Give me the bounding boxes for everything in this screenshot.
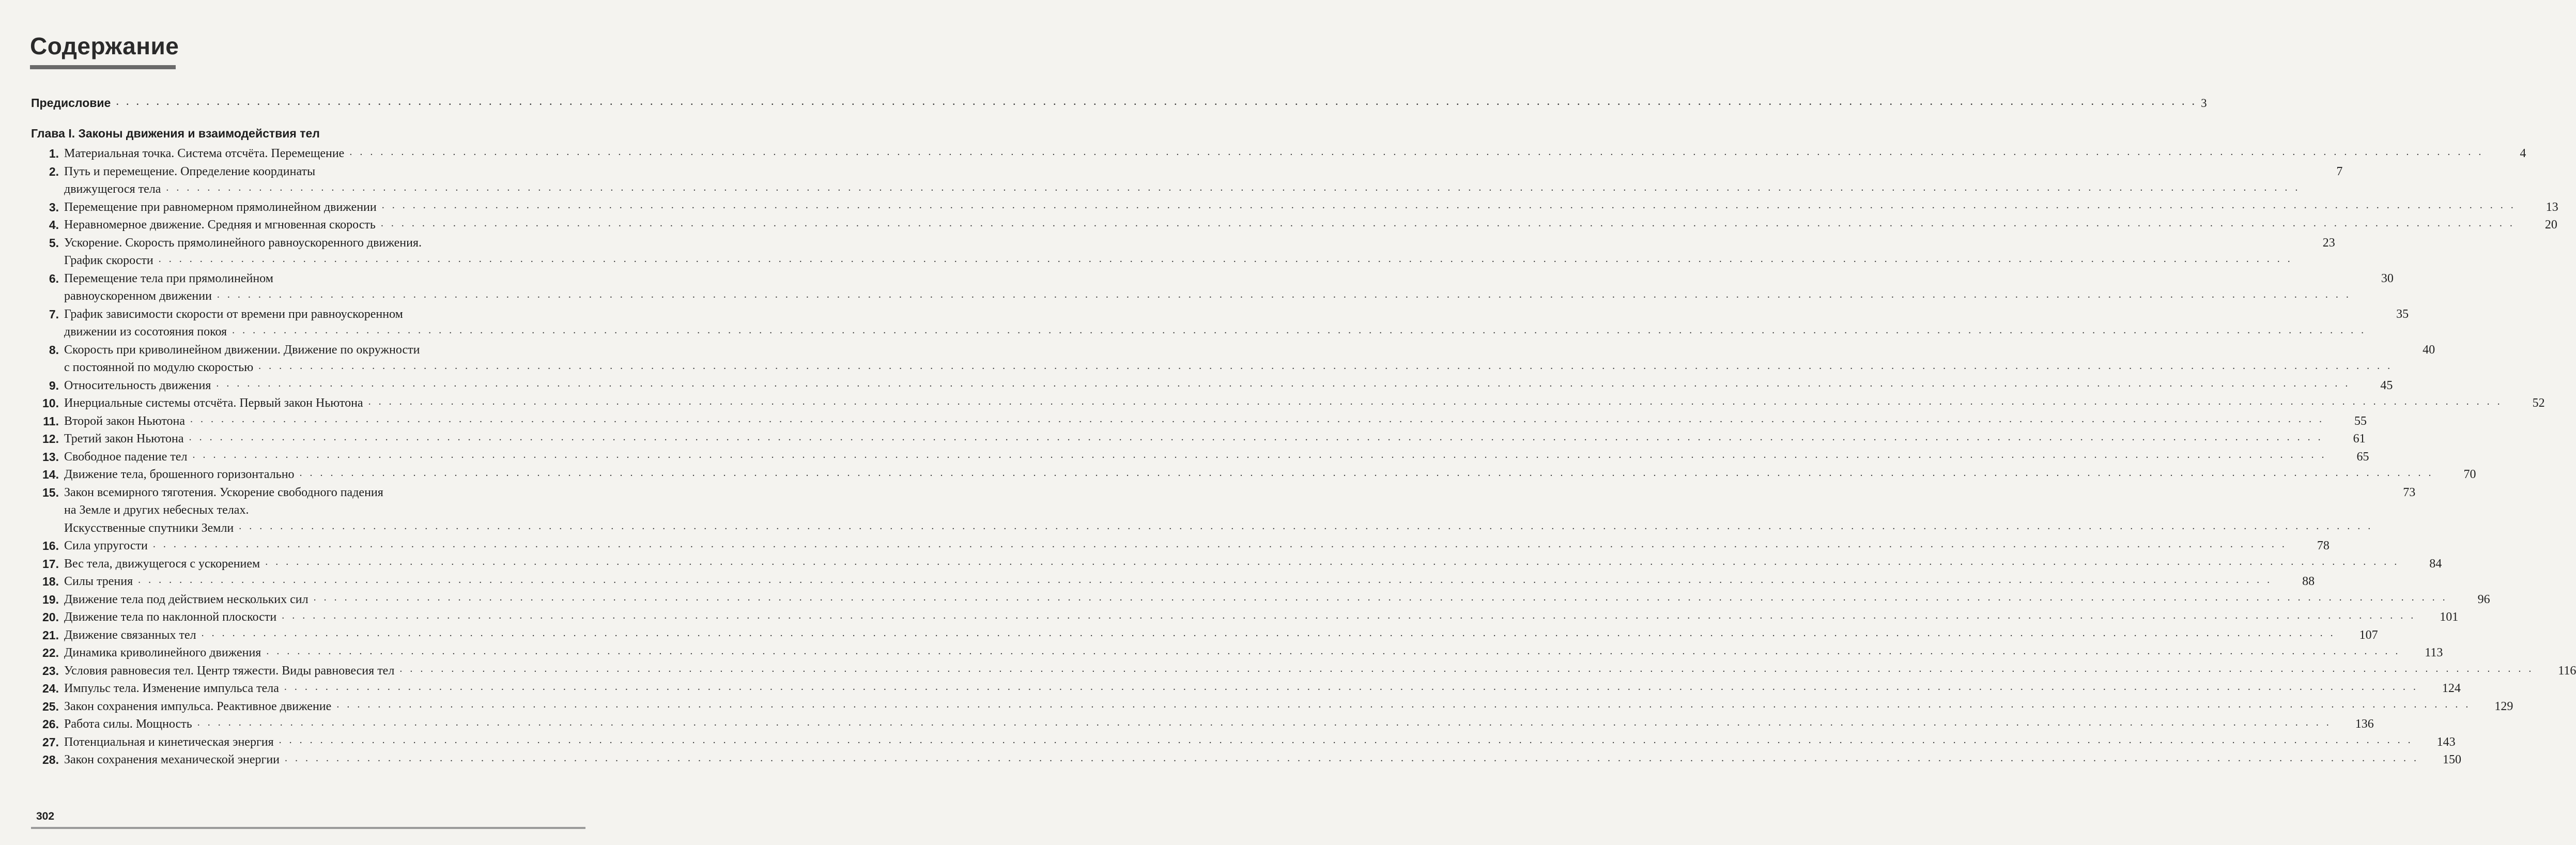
- dot-leader: [382, 199, 2516, 211]
- section-page: 73: [2403, 485, 2416, 499]
- section-title-line: Закон сохранения импульса. Реактивное движение: [64, 699, 332, 713]
- title-underline: [30, 65, 176, 69]
- dot-leader: [166, 182, 2300, 194]
- toc-entry[interactable]: [37, 448, 2369, 466]
- section-number: 28.: [42, 753, 59, 766]
- toc-entry[interactable]: [37, 163, 2343, 198]
- dot-leader: [153, 539, 2287, 550]
- preface-page: 3: [2201, 97, 2207, 110]
- section-page: 136: [2355, 717, 2374, 731]
- footer-rule: [31, 827, 585, 829]
- section-page: 40: [2423, 343, 2435, 357]
- section-number: 3.: [49, 200, 59, 214]
- toc-entry[interactable]: [37, 377, 2393, 395]
- page-title: Содержание: [30, 33, 179, 59]
- section-number: 8.: [49, 343, 59, 357]
- toc-entry[interactable]: [37, 466, 2476, 484]
- section-page: 45: [2380, 378, 2393, 392]
- section-number: 14.: [42, 468, 59, 481]
- section-number: 13.: [42, 450, 59, 464]
- toc-entry[interactable]: [37, 341, 2435, 377]
- toc-entry[interactable]: [37, 234, 2335, 270]
- section-page: 30: [2381, 271, 2394, 285]
- section-number: 5.: [49, 236, 59, 250]
- section-number: 15.: [42, 485, 59, 499]
- section-title-line: Перемещение при равномерном прямолинейном движении: [64, 200, 377, 214]
- chapter-heading: Глава I. Законы движения и взаимодействия тел: [31, 127, 320, 140]
- section-page: 61: [2353, 432, 2366, 445]
- section-title-line: Закон сохранения механической энергии: [64, 753, 280, 766]
- section-title-line: Неравномерное движение. Средняя и мгновенная скорость: [64, 218, 376, 232]
- toc-entry[interactable]: [37, 680, 2461, 698]
- toc-entry[interactable]: [37, 537, 2330, 555]
- section-page: 7: [2336, 164, 2343, 178]
- toc-entry[interactable]: [37, 751, 2462, 769]
- section-title-line: Относительность движения: [64, 378, 211, 392]
- section-title-line: График зависимости скорости от времени при равноускоренном: [64, 307, 403, 321]
- dot-leader: [239, 520, 2373, 532]
- section-title-line: движущегося тела: [64, 182, 161, 196]
- section-title-line: Движение тела по наклонной плоскости: [64, 610, 277, 624]
- section-title-line: Силы трения: [64, 575, 133, 588]
- section-number: 24.: [42, 682, 59, 695]
- section-page: 107: [2359, 628, 2378, 642]
- toc-entry[interactable]: [37, 412, 2367, 431]
- section-number: 6.: [49, 271, 59, 285]
- dot-leader: [193, 449, 2327, 461]
- dot-leader: [189, 432, 2323, 443]
- dot-leader: [202, 627, 2336, 639]
- dot-leader: [282, 610, 2416, 622]
- page-number: 302: [36, 810, 55, 822]
- preface-entry[interactable]: [31, 95, 2207, 110]
- section-number: 17.: [42, 557, 59, 571]
- section-page: 84: [2429, 557, 2442, 571]
- dot-leader: [336, 699, 2471, 711]
- toc-entry[interactable]: [37, 270, 2394, 305]
- section-title-line: равноускоренном движении: [64, 289, 212, 303]
- section-number: 10.: [42, 396, 59, 410]
- section-page: 124: [2442, 682, 2461, 695]
- toc-entry[interactable]: [37, 305, 2409, 341]
- section-page: 35: [2396, 307, 2409, 321]
- section-number: 11.: [43, 414, 59, 428]
- section-title-line: Движение тела, брошенного горизонтально: [64, 468, 295, 481]
- section-page: 20: [2544, 218, 2557, 232]
- dot-leader: [190, 413, 2324, 425]
- section-title-line: Путь и перемещение. Определение координаты: [64, 164, 316, 178]
- section-title-line: с постоянной по модулю скоростью: [64, 361, 254, 374]
- preface-label: Предисловие: [31, 96, 111, 110]
- section-number: 21.: [42, 628, 59, 642]
- toc-entry[interactable]: [37, 198, 2558, 217]
- dot-leader: [116, 95, 2197, 108]
- section-page: 150: [2443, 753, 2462, 766]
- section-number: 19.: [42, 592, 59, 606]
- toc-entry[interactable]: [37, 698, 2513, 716]
- section-page: 70: [2463, 468, 2476, 481]
- section-number: 26.: [42, 717, 59, 731]
- section-page: 96: [2477, 592, 2490, 606]
- dot-leader: [258, 360, 2393, 372]
- toc-entry[interactable]: [37, 394, 2545, 412]
- section-title-line: График скорости: [64, 254, 153, 267]
- section-page: 13: [2546, 200, 2558, 214]
- toc-entry[interactable]: [37, 430, 2366, 448]
- section-number: 27.: [42, 735, 59, 749]
- section-number: 20.: [42, 610, 59, 624]
- section-title-line: Свободное падение тел: [64, 450, 188, 464]
- section-title-line: Второй закон Ньютона: [64, 414, 185, 428]
- section-title-line: Движение связанных тел: [64, 628, 196, 642]
- dot-leader: [314, 592, 2448, 604]
- dot-leader: [300, 467, 2434, 479]
- dot-leader: [349, 146, 2484, 158]
- section-title-line: Сила упругости: [64, 539, 148, 552]
- section-page: 143: [2436, 735, 2456, 749]
- section-page: 23: [2322, 236, 2335, 250]
- section-page: 101: [2440, 610, 2459, 624]
- dot-leader: [159, 253, 2293, 265]
- section-page: 4: [2520, 147, 2526, 160]
- section-page: 78: [2317, 539, 2330, 552]
- section-title-line: на Земле и других небесных телах.: [64, 503, 249, 517]
- section-title-line: Потенциальная и кинетическая энергия: [64, 735, 274, 749]
- section-number: 25.: [42, 699, 59, 713]
- dot-leader: [399, 663, 2534, 675]
- section-title-line: Работа силы. Мощность: [64, 717, 192, 731]
- section-title-line: Скорость при криволинейном движении. Движение по окружности: [64, 343, 420, 357]
- toc-entry[interactable]: [37, 591, 2490, 609]
- section-title-line: Динамика криволинейного движения: [64, 646, 261, 659]
- section-number: 4.: [49, 218, 59, 232]
- dot-leader: [232, 325, 2366, 336]
- toc-entry[interactable]: [37, 662, 2576, 680]
- section-title-line: Перемещение тела при прямолинейном: [64, 271, 273, 285]
- toc-entry[interactable]: [37, 626, 2378, 644]
- toc-entry[interactable]: [37, 216, 2557, 234]
- section-page: 116: [2558, 664, 2576, 678]
- dot-leader: [138, 574, 2272, 586]
- dot-leader: [284, 681, 2418, 693]
- toc-entry[interactable]: [37, 715, 2374, 733]
- section-title-line: Закон всемирного тяготения. Ускорение свободного падения: [64, 485, 383, 499]
- toc-entry[interactable]: [37, 145, 2526, 163]
- section-page: 55: [2354, 414, 2367, 428]
- dot-leader: [217, 289, 2351, 301]
- dot-leader: [265, 556, 2399, 568]
- toc-entry[interactable]: [37, 555, 2442, 573]
- section-title-line: Материальная точка. Система отсчёта. Перемещение: [64, 147, 345, 160]
- section-title-line: Ускорение. Скорость прямолинейного равноускоренного движения.: [64, 236, 422, 250]
- section-page: 88: [2302, 575, 2315, 588]
- section-title-line: Условия равновесия тел. Центр тяжести. Виды равновесия тел: [64, 664, 395, 678]
- toc-entry[interactable]: [37, 644, 2443, 662]
- toc-list: [37, 145, 2576, 769]
- section-number: 12.: [42, 432, 59, 445]
- section-number: 16.: [42, 539, 59, 552]
- dot-leader: [197, 717, 2332, 729]
- section-title-line: Третий закон Ньютона: [64, 432, 184, 445]
- section-title-line: Искусственные спутники Земли: [64, 521, 234, 535]
- section-title-line: Импульс тела. Изменение импульса тела: [64, 682, 279, 695]
- section-number: 7.: [49, 307, 59, 321]
- section-page: 65: [2356, 450, 2369, 464]
- section-number: 23.: [42, 664, 59, 678]
- section-number: 9.: [49, 378, 59, 392]
- section-number: 2.: [49, 164, 59, 178]
- section-title-line: Инерциальные системы отсчёта. Первый закон Ньютона: [64, 396, 363, 410]
- section-title-line: Движение тела под действием нескольких сил: [64, 592, 308, 606]
- toc-entry[interactable]: [37, 484, 2416, 537]
- dot-leader: [279, 734, 2413, 746]
- toc-entry[interactable]: [37, 608, 2459, 626]
- section-number: 1.: [49, 147, 59, 160]
- toc-entry[interactable]: [37, 733, 2456, 751]
- section-number: 18.: [42, 575, 59, 588]
- dot-leader: [381, 218, 2515, 229]
- dot-leader: [285, 752, 2419, 764]
- toc-entry[interactable]: [37, 573, 2315, 591]
- section-title-line: Вес тела, движущегося с ускорением: [64, 557, 260, 571]
- section-page: 129: [2494, 699, 2513, 713]
- section-page: 52: [2532, 396, 2545, 410]
- dot-leader: [216, 378, 2350, 390]
- dot-leader: [368, 396, 2503, 408]
- section-title-line: движении из сосотояния покоя: [64, 325, 227, 339]
- section-page: 113: [2425, 646, 2443, 659]
- section-number: 22.: [42, 646, 59, 659]
- dot-leader: [266, 646, 2400, 657]
